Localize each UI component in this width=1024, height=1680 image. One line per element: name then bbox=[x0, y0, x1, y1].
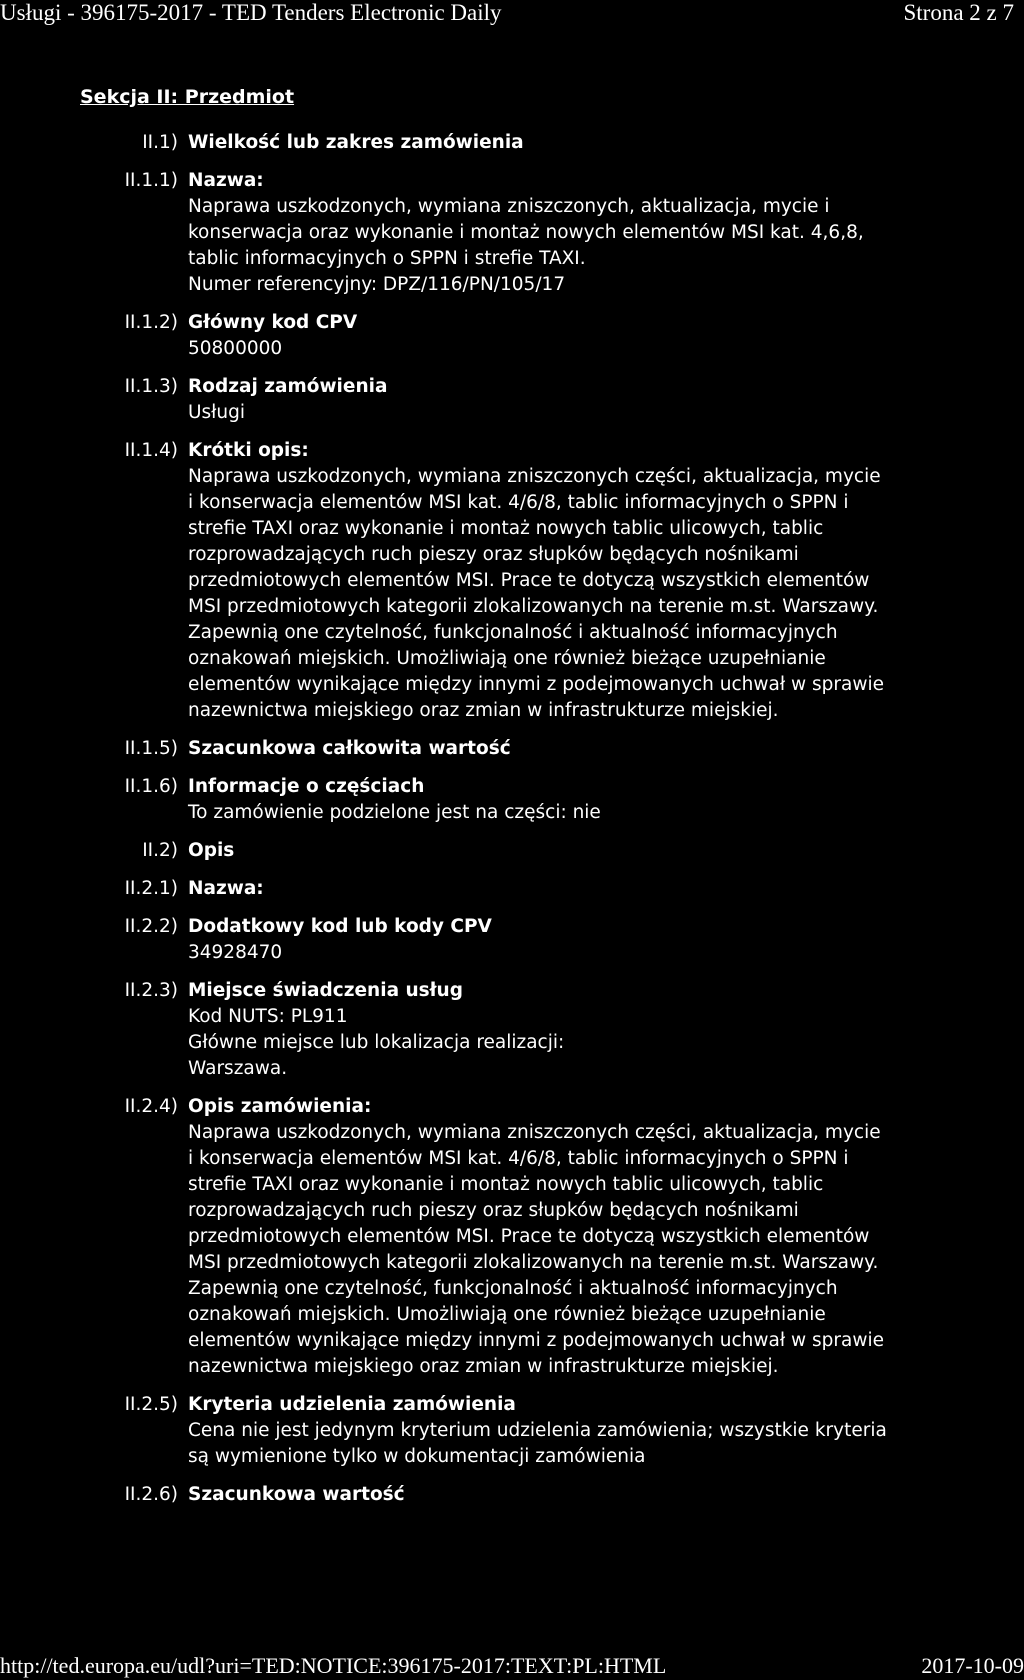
item-title: Główny kod CPV bbox=[188, 312, 358, 333]
item-text-line: 34928470 bbox=[188, 942, 283, 963]
item-body bbox=[188, 310, 946, 362]
item-text-line: To zamówienie podzielone jest na części: nie bbox=[188, 802, 601, 823]
section-item bbox=[116, 438, 946, 724]
item-text-line: Zapewnią one czytelność, funkcjonalność i aktualność informacyjnych bbox=[188, 622, 838, 643]
item-number: II.2.3) bbox=[124, 980, 178, 1001]
item-number: II.1) bbox=[142, 132, 178, 153]
item-body bbox=[188, 914, 946, 966]
item-title: Wielkość lub zakres zamówienia bbox=[188, 132, 524, 153]
page-number: Strona 2 z 7 bbox=[903, 0, 1014, 25]
item-text-line: Usługi bbox=[188, 402, 246, 423]
item-text-line: MSI przedmiotowych kategorii zlokalizowanych na terenie m.st. Warszawy. bbox=[188, 1252, 879, 1273]
item-body bbox=[188, 774, 946, 826]
item-title: Rodzaj zamówienia bbox=[188, 376, 388, 397]
section-item bbox=[116, 130, 946, 156]
item-text-line: rozprowadzających ruch pieszy oraz słupków będących nośnikami bbox=[188, 544, 799, 565]
item-body bbox=[188, 838, 946, 864]
item-title: Krótki opis: bbox=[188, 440, 309, 461]
section-items bbox=[116, 130, 946, 1520]
item-text-line: przedmiotowych elementów MSI. Prace te dotyczą wszystkich elementów bbox=[188, 570, 870, 591]
section-item bbox=[116, 168, 946, 298]
section-item bbox=[116, 978, 946, 1082]
section-item bbox=[116, 310, 946, 362]
item-text-line: Cena nie jest jedynym kryterium udzielenia zamówienia; wszystkie kryteria bbox=[188, 1420, 887, 1441]
item-body bbox=[188, 130, 946, 156]
item-number: II.1.2) bbox=[124, 312, 178, 333]
section-item bbox=[116, 774, 946, 826]
item-number: II.1.5) bbox=[124, 738, 178, 759]
item-number: II.2.2) bbox=[124, 916, 178, 937]
page-header-title: Usługi - 396175-2017 - TED Tenders Electronic Daily bbox=[0, 0, 502, 25]
item-text-line: Naprawa uszkodzonych, wymiana zniszczonych części, aktualizacja, mycie bbox=[188, 1122, 881, 1143]
footer-url: http://ted.europa.eu/udl?uri=TED:NOTICE:396175-2017:TEXT:PL:HTML bbox=[0, 1653, 667, 1678]
item-number: II.1.1) bbox=[124, 170, 178, 191]
item-text-line: są wymienione tylko w dokumentacji zamówienia bbox=[188, 1446, 646, 1467]
section-item bbox=[116, 876, 946, 902]
item-number: II.2.6) bbox=[124, 1484, 178, 1505]
item-text-line: Numer referencyjny: DPZ/116/PN/105/17 bbox=[188, 274, 566, 295]
item-title: Informacje o częściach bbox=[188, 776, 425, 797]
item-title: Nazwa: bbox=[188, 878, 264, 899]
item-number: II.2.4) bbox=[124, 1096, 178, 1117]
item-title: Opis zamówienia: bbox=[188, 1096, 372, 1117]
item-title: Nazwa: bbox=[188, 170, 264, 191]
item-text-line: elementów wynikające między innymi z podejmowanych uchwał w sprawie bbox=[188, 674, 884, 695]
item-title: Szacunkowa całkowita wartość bbox=[188, 738, 511, 759]
item-text-line: nazewnictwa miejskiego oraz zmian w infrastrukturze miejskiej. bbox=[188, 1356, 779, 1377]
item-text-line: oznakowań miejskich. Umożliwiają one również bieżące uzupełnianie bbox=[188, 1304, 826, 1325]
item-text-line: konserwacja oraz wykonanie i montaż nowych elementów MSI kat. 4,6,8, bbox=[188, 222, 864, 243]
item-body bbox=[188, 1392, 946, 1470]
item-body bbox=[188, 438, 946, 724]
section-item bbox=[116, 838, 946, 864]
item-text-line: tablic informacyjnych o SPPN i strefie TAXI. bbox=[188, 248, 586, 269]
item-number: II.1.3) bbox=[124, 376, 178, 397]
section-item bbox=[116, 374, 946, 426]
item-body bbox=[188, 168, 946, 298]
item-title: Opis bbox=[188, 840, 235, 861]
item-body bbox=[188, 1482, 946, 1508]
item-body bbox=[188, 1094, 946, 1380]
item-body bbox=[188, 374, 946, 426]
section-title: Sekcja II: Przedmiot bbox=[80, 86, 295, 108]
item-number: II.2.5) bbox=[124, 1394, 178, 1415]
item-text-line: elementów wynikające między innymi z podejmowanych uchwał w sprawie bbox=[188, 1330, 884, 1351]
item-body bbox=[188, 876, 946, 902]
footer-date: 2017-10-09 bbox=[921, 1653, 1024, 1678]
section-item bbox=[116, 914, 946, 966]
item-text-line: i konserwacja elementów MSI kat. 4/6/8, tablic informacyjnych o SPPN i bbox=[188, 492, 849, 513]
item-title: Dodatkowy kod lub kody CPV bbox=[188, 916, 492, 937]
item-title: Szacunkowa wartość bbox=[188, 1484, 405, 1505]
item-text-line: Warszawa. bbox=[188, 1058, 288, 1079]
item-text-line: Zapewnią one czytelność, funkcjonalność i aktualność informacyjnych bbox=[188, 1278, 838, 1299]
item-text-line: 50800000 bbox=[188, 338, 283, 359]
item-text-line: oznakowań miejskich. Umożliwiają one również bieżące uzupełnianie bbox=[188, 648, 826, 669]
item-text-line: strefie TAXI oraz wykonanie i montaż nowych tablic ulicowych, tablic bbox=[188, 1174, 824, 1195]
item-title: Kryteria udzielenia zamówienia bbox=[188, 1394, 516, 1415]
item-text-line: nazewnictwa miejskiego oraz zmian w infrastrukturze miejskiej. bbox=[188, 700, 779, 721]
section-item bbox=[116, 1094, 946, 1380]
item-text-line: strefie TAXI oraz wykonanie i montaż nowych tablic ulicowych, tablic bbox=[188, 518, 824, 539]
item-text-line: MSI przedmiotowych kategorii zlokalizowanych na terenie m.st. Warszawy. bbox=[188, 596, 879, 617]
item-text-line: Naprawa uszkodzonych, wymiana zniszczonych, aktualizacja, mycie i bbox=[188, 196, 830, 217]
item-body bbox=[188, 736, 946, 762]
section-item bbox=[116, 736, 946, 762]
item-body bbox=[188, 978, 946, 1082]
item-number: II.1.6) bbox=[124, 776, 178, 797]
item-title: Miejsce świadczenia usług bbox=[188, 980, 463, 1001]
item-text-line: i konserwacja elementów MSI kat. 4/6/8, tablic informacyjnych o SPPN i bbox=[188, 1148, 849, 1169]
section-item bbox=[116, 1392, 946, 1470]
item-number: II.2.1) bbox=[124, 878, 178, 899]
section-item bbox=[116, 1482, 946, 1508]
item-text-line: przedmiotowych elementów MSI. Prace te dotyczą wszystkich elementów bbox=[188, 1226, 870, 1247]
item-text-line: Główne miejsce lub lokalizacja realizacji: bbox=[188, 1032, 565, 1053]
item-text-line: rozprowadzających ruch pieszy oraz słupków będących nośnikami bbox=[188, 1200, 799, 1221]
item-text-line: Naprawa uszkodzonych, wymiana zniszczonych części, aktualizacja, mycie bbox=[188, 466, 881, 487]
item-number: II.2) bbox=[142, 840, 178, 861]
item-number: II.1.4) bbox=[124, 440, 178, 461]
item-text-line: Kod NUTS: PL911 bbox=[188, 1006, 348, 1027]
